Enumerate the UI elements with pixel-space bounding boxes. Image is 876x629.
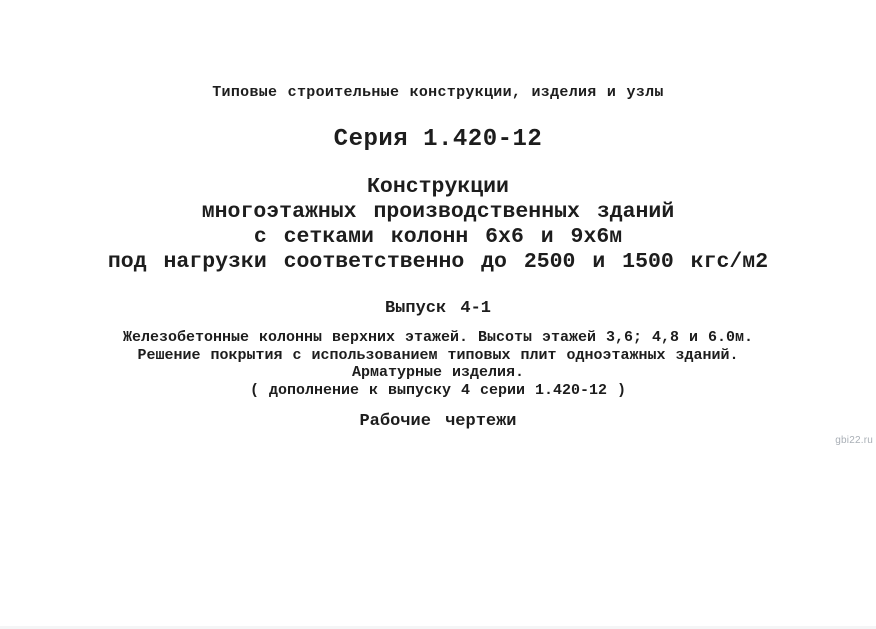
main-title-block <box>0 175 876 275</box>
description-line-4: ( дополнение к выпуску 4 серии 1.420-12 ) <box>249 381 627 399</box>
description-line-3: Арматурные изделия. <box>351 364 525 381</box>
issue-heading: Выпуск 4-1 <box>384 299 492 318</box>
main-title-line-4: под нагрузки соответственно до 2500 и 1500 кгс/м2 <box>107 250 769 274</box>
document-type-label: Рабочие чертежи <box>359 412 517 431</box>
main-title-line-1: Конструкции <box>367 175 509 199</box>
main-title-line-2: многоэтажных производственных зданий <box>201 200 675 224</box>
document-category-header: Типовые строительные конструкции, изделия и узлы <box>212 84 664 101</box>
series-title: Серия 1.420-12 <box>333 126 543 153</box>
site-watermark: gbi22.ru <box>835 435 873 446</box>
description-line-1: Железобетонные колонны верхних этажей. Высоты этажей 3,6; 4,8 и 6.0м. <box>122 329 754 346</box>
main-title-line-3: с сетками колонн 6х6 и 9х6м <box>253 225 623 249</box>
issue-description-block <box>0 329 876 399</box>
description-line-2: Решение покрытия с использованием типовых плит одноэтажных зданий. <box>137 346 739 364</box>
